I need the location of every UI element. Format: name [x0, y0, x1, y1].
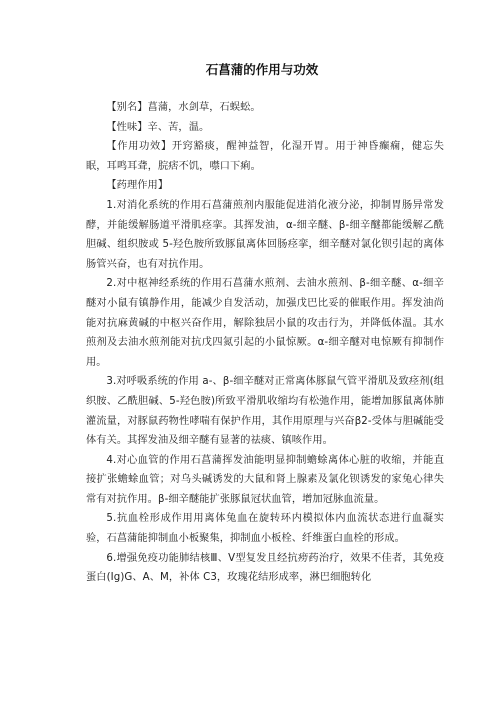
- paragraph-antithrombotic-effect: 5.抗血栓形成作用用离体兔血在旋转环内模拟体内血流状态进行血凝实验，石菖蒲能抑制血小板聚集，抑制血小板栓、纤维蛋白血栓的形成。: [86, 513, 444, 545]
- paragraph-immune-effect: 6.增强免疫功能肺结核Ⅲ、Ⅴ型复发且经抗痨药治疗，效果不佳者，其免疫蛋白(Ig)G、A、M，补体 C3，玫瑰花结形成率，淋巴细胞转化: [86, 552, 444, 584]
- paragraph-digestive-effect: 1.对消化系统的作用石菖蒲煎剂内服能促进消化液分泌，抑制胃肠异常发酵，并能缓解肠道平滑肌痉挛。其挥发油，α-细辛醚、β-细辛醚都能缓解乙酰胆碱、组织胺或 5-羟色胺所致豚鼠离体回肠痉挛，细辛醚对氯化钡引起的离体肠管兴奋，也有对抗作用。: [86, 199, 444, 270]
- document-title: 石菖蒲的作用与功效: [205, 62, 319, 77]
- paragraph-nervous-effect: 2.对中枢神经系统的作用石菖蒲水煎剂、去油水煎剂、β-细辛醚、α-细辛醚对小鼠有镇静作用，能减少自发活动，加强戊巴比妥的催眠作用。挥发油尚能对抗麻黄碱的中枢兴奋作用，解除独居小鼠的攻击行为，并降低体温。其水煎剂及去油水煎剂能对抗戊四氮引起的小鼠惊厥。α-细辛醚对电惊厥有抑制作用。: [86, 278, 444, 368]
- paragraph-nature-taste: 【性味】辛、苦，温。: [106, 121, 210, 133]
- paragraph-pharmacology-heading: 【药理作用】: [106, 180, 169, 192]
- paragraph-efficacy: 【作用功效】开窍豁痰，醒神益智，化湿开胃。用于神昏癫痫，健忘失眠，耳鸣耳聋，脘痞不饥，噤口下痢。: [86, 141, 444, 172]
- paragraph-alias: 【别名】菖蒲，水剑草，石蜈蚣。: [106, 102, 261, 113]
- paragraph-cardiovascular-effect: 4.对心血管的作用石菖蒲挥发油能明显抑制蟾蜍离体心脏的收缩，并能直接扩张蟾蜍血管；对乌头碱诱发的大鼠和肾上腺素及氯化钡诱发的家兔心律失常有对抗作用。β-细辛醚能扩张豚鼠冠状血管，增加冠脉血流量。: [86, 454, 444, 505]
- paragraph-respiratory-effect: 3.对呼吸系统的作用 a-、β-细辛醚对正常离体豚鼠气管平滑肌及致痉剂(组织胺、乙酰胆碱、5-羟色胺)所致平滑肌收缩均有松弛作用，能增加豚鼠离体肺灌流量，对豚鼠药物性哮喘有保护作用，其作用原理与兴奋β2-受体与胆碱能受体有关。其挥发油及细辛醚有显著的祛痰、镇咳作用。: [86, 376, 444, 447]
